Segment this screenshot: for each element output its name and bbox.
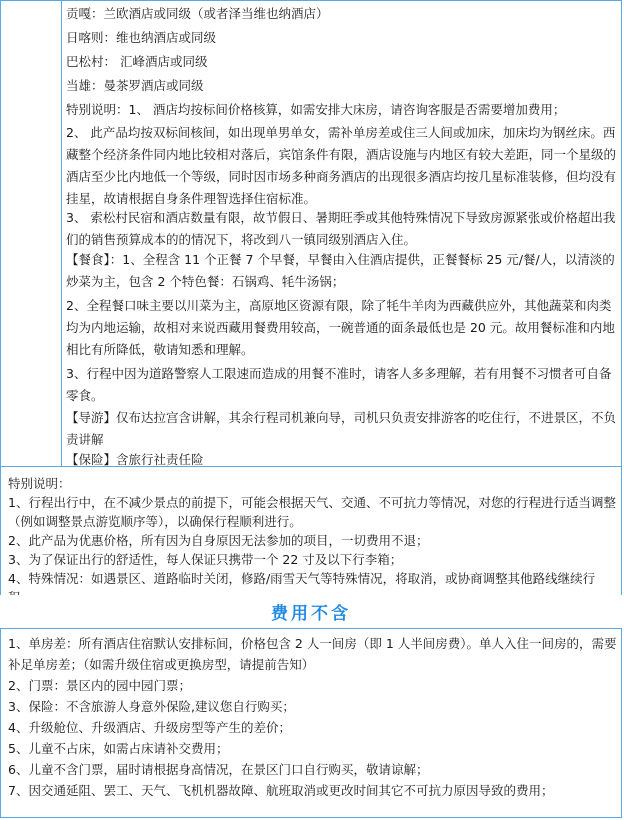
general-note-item: 1、行程出行中，在不减少景点的前提下，可能会根据天气、交通、不可抗力等情况，对您的行程进行适当调整（例如调整景点游览顺序等），以确保行程顺利进行。 — [8, 495, 616, 529]
table-label-column — [0, 0, 62, 466]
meal-note-3: 3、行程中因为道路警察人工限速而造成的用餐不准时，请客人多多理解，若有用餐不习惯者可自备零食。 — [66, 366, 612, 403]
meal-note-1: 【餐食】：1、全程含 11 个正餐 7 个早餐，早餐由入住酒店提供，正餐餐标 25 元/餐/人，以清淡的炒菜为主，包含 2 个特色餐：石锅鸡、牦牛汤锅； — [66, 252, 615, 289]
hotel-line: 日喀则：维也纳酒店或同级 — [66, 30, 217, 45]
hotel-line: 贡嘎：兰欧酒店或同级（或者泽当维也纳酒店） — [66, 6, 329, 21]
general-notes — [8, 474, 618, 607]
general-notes-title: 特别说明： — [8, 476, 71, 491]
excluded-costs-header — [0, 595, 622, 628]
excluded-item: 2、门票：景区内的园中园门票； — [8, 678, 191, 693]
excluded-item: 3、保险：不含旅游人身意外保险,建议您自行购买； — [8, 699, 295, 714]
excluded-item: 4、升级舱位、升级酒店、升级房型等产生的差价； — [8, 720, 291, 735]
excluded-item: 7、因交通延阻、罢工、天气、飞机机器故障、航班取消或更改时间其它不可抗力原因导致的费用； — [8, 783, 554, 798]
excluded-costs-list — [8, 633, 620, 801]
hotel-line: 巴松村： 汇峰酒店或同级 — [66, 54, 208, 69]
hotel-note-2: 2、 此产品均按双标间核间，如出现单男单女，需补单房差或住三人间或加床，加床均为钢丝床。西藏整个经济条件同内地比较相对落后，宾馆条件有限，酒店设施与内地区有较大差距，同一个星级的酒店至少比内地低一个等级，同时因市场多种商务酒店的出现很多酒店均按几星标准装修，但均没有挂星，故请根据自身条件理智选择住宿标准。 — [66, 125, 617, 206]
excluded-item: 5、儿童不占床，如需占床请补交费用； — [8, 741, 229, 756]
excluded-item: 6、儿童不含门票，届时请根据身高情况，在景区门口自行购买，敬请谅解； — [8, 762, 429, 777]
meal-note-2: 2、全程餐口味主要以川菜为主，高原地区资源有限，除了牦牛羊肉为西藏供应外，其他蔬菜和肉类均为内地运输，故相对来说西藏用餐费用较高，一碗普通的面条最低也是 20 元。故用餐标准和内地相比有所降低，敬请知悉和理解。 — [66, 298, 615, 357]
insurance-note: 【保险】含旅行社责任险 — [66, 452, 204, 467]
hotel-note-3: 3、 索松村民宿和酒店数量有限，故节假日、暑期旺季或其他特殊情况下导致房源紧张或价格超出我们的销售预算成本的的情况下，将改到八一镇同级别酒店入住。 — [66, 210, 616, 247]
hotel-line: 当雄：曼茶罗酒店或同级 — [66, 78, 204, 93]
divider — [0, 628, 622, 629]
general-note-item: 4、特殊情况：如遇景区、道路临时关闭，修路/雨雪天气等特殊情况，将取消，或协商调整其他路线继续行 — [8, 571, 596, 586]
excluded-costs-title: 费用不含 — [271, 604, 351, 624]
general-note-item: 2、此产品为优惠价格，所有因为自身原因无法参加的项目，一切费用不退； — [8, 533, 429, 548]
excluded-item: 1、单房差：所有酒店住宿默认安排标间，价格包含 2 人一间房（即 1 人半间房费）。单人入住一间房的，需要补足单房差；（如需升级住宿或更换房型，请提前告知） — [8, 636, 617, 672]
general-note-item: 3、为了保证出行的舒适性，每人保证只携带一个 22 寸及以下行李箱； — [8, 552, 403, 567]
hotel-special-note: 特别说明：1、 酒店均按标间价格核算，如需安排大床房，请咨询客服是否需要增加费用； — [66, 102, 566, 117]
guide-note: 【导游】仅布达拉宫含讲解，其余行程司机兼向导，司机只负责安排游客的吃住行，不进景区，不负责讲解 — [66, 410, 617, 447]
